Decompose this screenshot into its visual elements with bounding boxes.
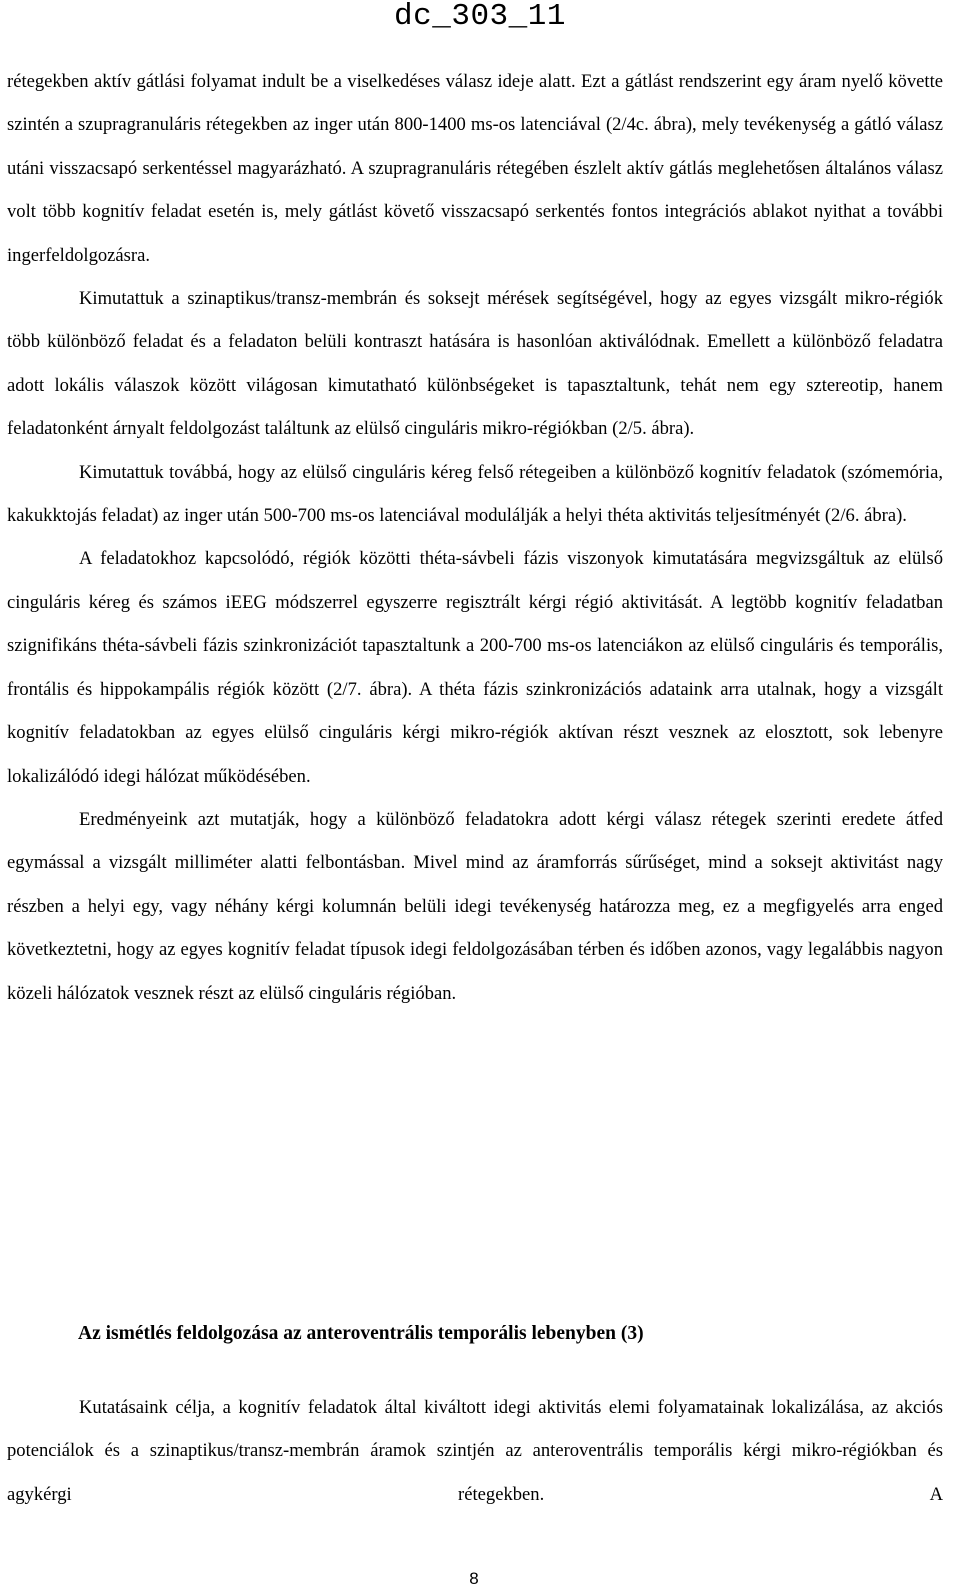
document-body: [7, 60, 943, 1015]
page-number: 8: [469, 1569, 479, 1588]
paragraph-continuation: rétegekben aktív gátlási folyamat indult be a viselkedéses válasz ideje alatt. Ezt a gátlást rendszerint egy áram nyelő követte szintén a szupragranuláris rétegekben az inger után 800-1400 ms-os latenciával (2/4c. ábra), mely tevékenység a gátló válasz utáni visszacsapó serkentéssel magyarázható. A szupragranuláris rétegében észlelt aktív gátlás meglehetősen általános válasz volt több kognitív feladat esetén is, mely gátlást követő visszacsapó serkentés fontos integrációs ablakot nyithat a további ingerfeldolgozásra.: [7, 71, 943, 266]
paragraph-results: Eredményeink azt mutatják, hogy a különböző feladatokra adott kérgi válasz rétegek szerinti eredete átfed egymással a vizsgált milliméter alatti felbontásban. Mivel mind az áramforrás sűrűséget, mind a soksejt aktivitást nagy részben a helyi egy, vagy néhány kérgi kolumnán belüli idegi tevékenység határozza meg, ez a megfigyelés arra enged következtetni, hogy az egyes kognitív feladat típusok idegi feldolgozásában térben és időben azonos, vagy legalábbis nagyon közeli hálózatok vesznek részt az elülső cinguláris régióban.: [7, 808, 943, 1004]
section-heading: Az ismétlés feldolgozása az anteroventrális temporális lebenyben (3): [78, 1323, 644, 1344]
paragraph-phase-sync: A feladatokhoz kapcsolódó, régiók közötti théta-sávbeli fázis viszonyok kimutatására megvizsgáltuk az elülső cinguláris kéreg és számos iEEG módszerrel egyszerre regisztrált kérgi régió aktivitását. A legtöbb kognitív feladatban szignifikáns théta-sávbeli fázis szinkronizációt tapasztaltunk a 200-700 ms-os latenciákon az elülső cinguláris és temporális, frontális és hippokampális régiók között (2/7. ábra). A théta fázis szinkronizációs adataink arra utalnak, hogy a vizsgált kognitív feladatokban az egyes elülső cinguláris kérgi mikro-régiók aktívan részt vesznek az elosztott, sok lebenyre lokalizálódó idegi hálózat működésében.: [7, 548, 943, 787]
paragraph-theta-activity: Kimutattuk továbbá, hogy az elülső cinguláris kéreg felső rétegeiben a különböző kognitív feladatok (szómemória, kakukktojás feladat) az inger után 500-700 ms-os latenciával modulálják a helyi théta aktivitás teljesítményét (2/6. ábra).: [7, 461, 943, 527]
section-body: [7, 1386, 943, 1516]
paragraph-microregions: Kimutattuk a szinaptikus/transz-membrán és soksejt mérések segítségével, hogy az egyes vizsgált mikro-régiók több különböző feladat és a feladaton belüli kontraszt hatására is hasonlóan aktiválódnak. Emellett a különböző feladatra adott lokális válaszok között világosan kimutatható különbségeket is tapasztaltunk, tehát nem egy sztereotip, hanem feladatonként árnyalt feldolgozást találtunk az elülső cinguláris mikro-régiókban (2/5. ábra).: [7, 288, 943, 440]
document-watermark: dc_303_11: [394, 0, 566, 34]
paragraph-research-aim: Kutatásaink célja, a kognitív feladatok által kiváltott idegi aktivitás elemi folyamatainak lokalizálása, az akciós potenciálok és a szinaptikus/transz-membrán áramok szintjén az anteroventrális temporális kérgi mikro-régiókban és agykérgi rétegekben. A: [7, 1397, 943, 1505]
